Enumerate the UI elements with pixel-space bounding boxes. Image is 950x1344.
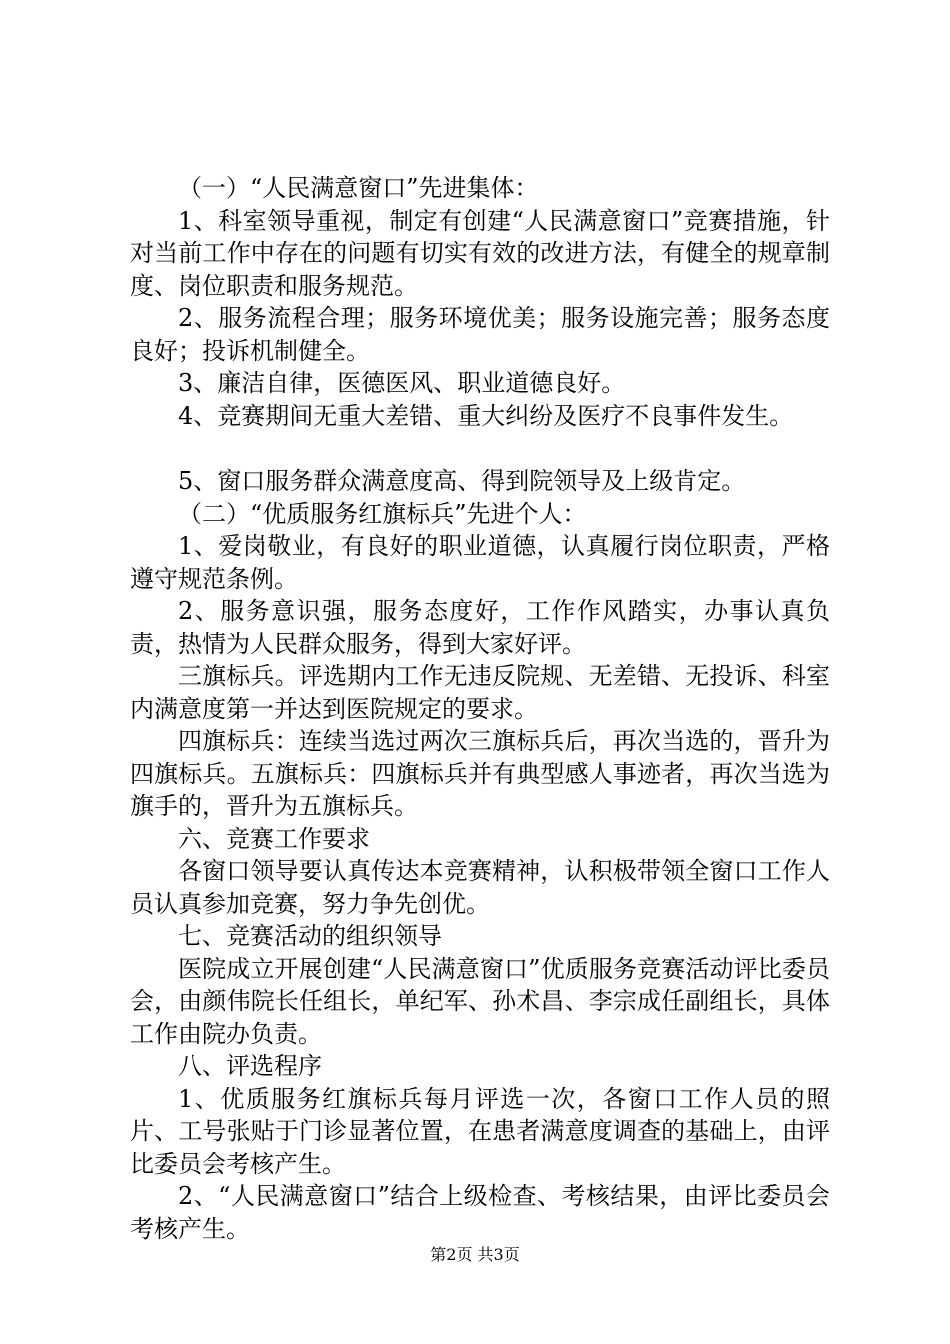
section-heading-organization: 七、竞赛活动的组织领导: [178, 922, 442, 950]
paragraph-gap: [130, 432, 830, 465]
section-heading-collective: （一）“人民满意窗口”先进集体：: [178, 174, 539, 202]
paragraph: 医院成立开展创建“人民满意窗口”优质服务竞赛活动评比委员会，由颜伟院长任组长，单纪军、孙术昌、李宗成任副组长，具体工作由院办负责。: [130, 954, 830, 1048]
paragraph: 各窗口领导要认真传达本竞赛精神，认积极带领全窗口工作人员认真参加竞赛，努力争先创优。: [130, 857, 830, 918]
section-heading-individual: （二）“优质服务红旗标兵”先进个人：: [178, 499, 587, 528]
paragraph: 四旗标兵：连续当选过两次三旗标兵后，再次当选的，晋升为四旗标兵。五旗标兵：四旗标兵并有典型感人事迹者，再次当选为旗手的，晋升为五旗标兵。: [130, 727, 830, 820]
section-heading-requirements: 六、竞赛工作要求: [178, 824, 370, 853]
paragraph: 2、服务意识强，服务态度好，工作作风踏实，办事认真负责，热情为人民群众服务，得到大家好评。: [130, 597, 830, 658]
paragraph: 1、爱岗敬业，有良好的职业道德，认真履行岗位职责，严格遵守规范条例。: [130, 532, 830, 593]
document-body: [130, 172, 830, 1245]
page-number-footer: 第2页 共3页: [430, 1245, 520, 1264]
paragraph: 2、服务流程合理；服务环境优美；服务设施完善；服务态度良好；投诉机制健全。: [130, 304, 830, 365]
paragraph: 2、“人民满意窗口”结合上级检查、考核结果，由评比委员会考核产生。: [130, 1182, 830, 1243]
paragraph: 4、竞赛期间无重大差错、重大纠纷及医疗不良事件发生。: [178, 401, 794, 430]
paragraph: 1、科室领导重视，制定有创建“人民满意窗口”竞赛措施，针对当前工作中存在的问题有切实有效的改进方法，有健全的规章制度、岗位职责和服务规范。: [130, 206, 830, 300]
paragraph: 5、窗口服务群众满意度高、得到院领导及上级肯定。: [178, 467, 746, 495]
paragraph: 三旗标兵。评选期内工作无违反院规、无差错、无投诉、科室内满意度第一并达到医院规定的要求。: [130, 662, 830, 723]
paragraph: 3、廉洁自律，医德医风、职业道德良好。: [178, 369, 626, 397]
section-heading-procedure: 八、评选程序: [178, 1052, 322, 1080]
paragraph: 1、优质服务红旗标兵每月评选一次，各窗口工作人员的照片、工号张贴于门诊显著位置，在患者满意度调查的基础上，由评比委员会考核产生。: [130, 1084, 830, 1178]
